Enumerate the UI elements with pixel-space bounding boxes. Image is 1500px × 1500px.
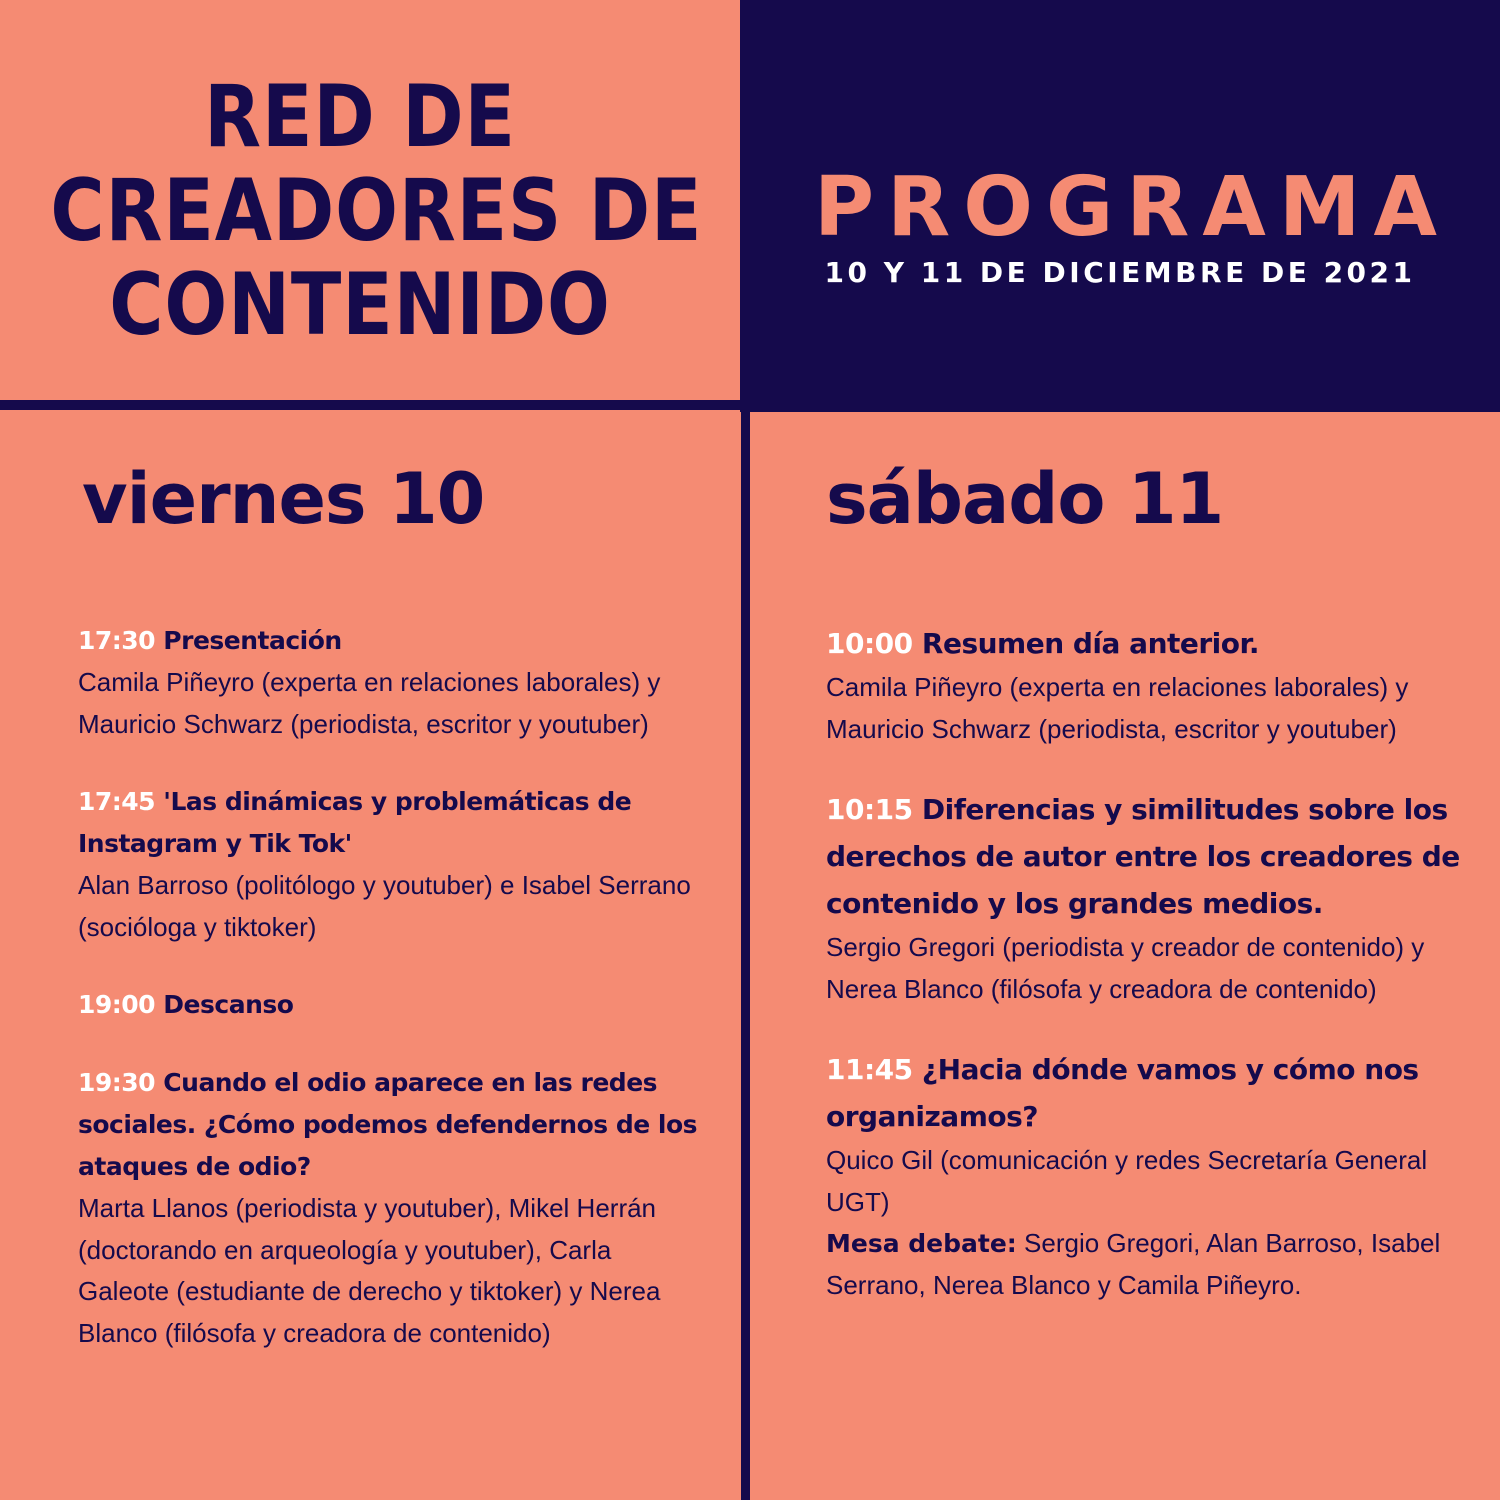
day-heading-friday: viernes 10	[82, 458, 485, 540]
event-title	[50, 67, 703, 355]
title-line-3: CONTENIDO	[109, 255, 611, 355]
event-time: 10:00	[826, 627, 913, 660]
schedule-item	[78, 1062, 698, 1354]
saturday-schedule	[826, 620, 1466, 1342]
day-heading-saturday: sábado 11	[826, 458, 1224, 540]
event-speakers: Alan Barroso (politólogo y youtuber) e Isabel Serrano (socióloga y tiktoker)	[78, 870, 691, 942]
event-time: 17:30	[78, 626, 156, 655]
schedule-item	[826, 620, 1466, 750]
schedule-item	[826, 1046, 1466, 1306]
event-name: Cuando el odio aparece en las redes sociales. ¿Cómo podemos defendernos de los ataques de odio?	[78, 1068, 698, 1181]
event-name: Presentación	[163, 626, 342, 655]
schedule-item	[826, 786, 1466, 1010]
event-dates: 10 Y 11 DE DICIEMBRE DE 2021	[824, 256, 1416, 289]
event-time: 17:45	[78, 787, 156, 816]
event-name: 'Las dinámicas y problemáticas de Instagram y Tik Tok'	[78, 787, 632, 858]
event-time: 19:30	[78, 1068, 156, 1097]
title-line-1: RED DE	[204, 67, 516, 167]
title-line-2: CREADORES DE	[50, 161, 703, 261]
event-time: 11:45	[826, 1053, 913, 1086]
event-speakers: Marta Llanos (periodista y youtuber), Mikel Herrán (doctorando en arqueología y youtuber), Carla Galeote (estudiante de derecho y tiktoker) y Nerea Blanco (filósofa y creadora de contenido)	[78, 1193, 661, 1348]
schedule-item	[78, 620, 698, 745]
debate-panel	[826, 1223, 1466, 1306]
friday-schedule	[78, 620, 698, 1390]
event-name: Descanso	[163, 990, 294, 1019]
event-name: ¿Hacia dónde vamos y cómo nos organizamos?	[826, 1053, 1419, 1133]
debate-speakers: Sergio Gregori, Alan Barroso, Isabel Serrano, Nerea Blanco y Camila Piñeyro.	[826, 1228, 1441, 1300]
divider-horizontal	[0, 400, 742, 410]
event-speakers: Sergio Gregori (periodista y creador de contenido) y Nerea Blanco (filósofa y creadora de contenido)	[826, 932, 1425, 1004]
event-name: Resumen día anterior.	[921, 627, 1259, 660]
divider-vertical	[741, 405, 750, 1500]
event-time: 19:00	[78, 990, 156, 1019]
event-speakers: Camila Piñeyro (experta en relaciones laborales) y Mauricio Schwarz (periodista, escritor y youtuber)	[826, 672, 1409, 744]
event-time: 10:15	[826, 793, 913, 826]
schedule-item	[78, 781, 698, 948]
event-speakers: Quico Gil (comunicación y redes Secretaría General UGT)	[826, 1145, 1428, 1217]
event-speakers: Camila Piñeyro (experta en relaciones laborales) y Mauricio Schwarz (periodista, escritor y youtuber)	[78, 667, 661, 739]
debate-label: Mesa debate:	[826, 1229, 1017, 1258]
event-name: Diferencias y similitudes sobre los derechos de autor entre los creadores de contenido y los grandes medios.	[826, 793, 1460, 920]
programa-heading: PROGRAMA	[814, 160, 1450, 255]
schedule-item	[78, 984, 698, 1026]
